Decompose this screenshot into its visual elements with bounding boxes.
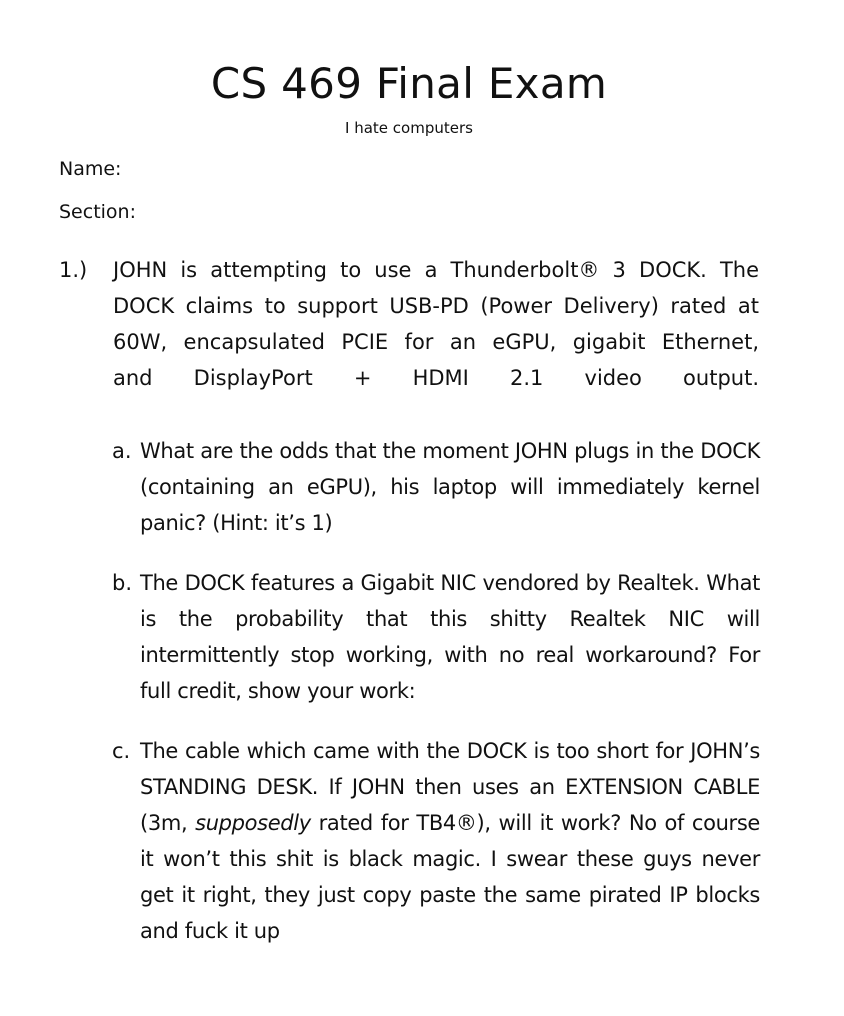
part-letter: b.: [112, 571, 133, 595]
question-part-b: [112, 565, 760, 709]
question-number: 1.): [59, 258, 88, 282]
question-part-a: [112, 433, 760, 541]
part-letter: a.: [112, 439, 132, 463]
part-text: What are the odds that the moment JOHN plugs in the DOCK (containing an eGPU), his laptop will immediately kernel panic? (Hint: it’s 1): [140, 439, 760, 535]
section-label: Section:: [59, 201, 136, 223]
part-text: The DOCK features a Gigabit NIC vendored by Realtek. What is the probability that this shitty Realtek NIC will intermittently stop working, with no real workaround? For full credit, show your work:: [140, 571, 760, 703]
part-text: [140, 733, 760, 949]
part-text-emphasis: supposedly: [195, 811, 311, 835]
part-letter: c.: [112, 739, 131, 763]
page-subtitle: I hate computers: [345, 119, 473, 137]
question-prompt: JOHN is attempting to use a Thunderbolt® 3 DOCK. The DOCK claims to support USB-PD (Power Delivery) rated at 60W, encapsulated PCIE for an eGPU, gigabit Ethernet, and DisplayPort + HDMI 2.1 video output.: [113, 258, 759, 390]
part-text-after: rated for TB4®), will it work? No of course it won’t this shit is black magic. I swear these guys never get it right, they just copy paste the same pirated IP blocks and fuck it up: [140, 811, 760, 943]
part-text-before: The cable which came with the DOCK is too short for JOHN’s STANDING DESK. If JOHN then uses an EXTENSION CABLE (3m,: [140, 739, 760, 835]
question-part-c: [112, 733, 760, 949]
page-title: CS 469 Final Exam: [210, 59, 608, 108]
name-label: Name:: [59, 158, 122, 180]
